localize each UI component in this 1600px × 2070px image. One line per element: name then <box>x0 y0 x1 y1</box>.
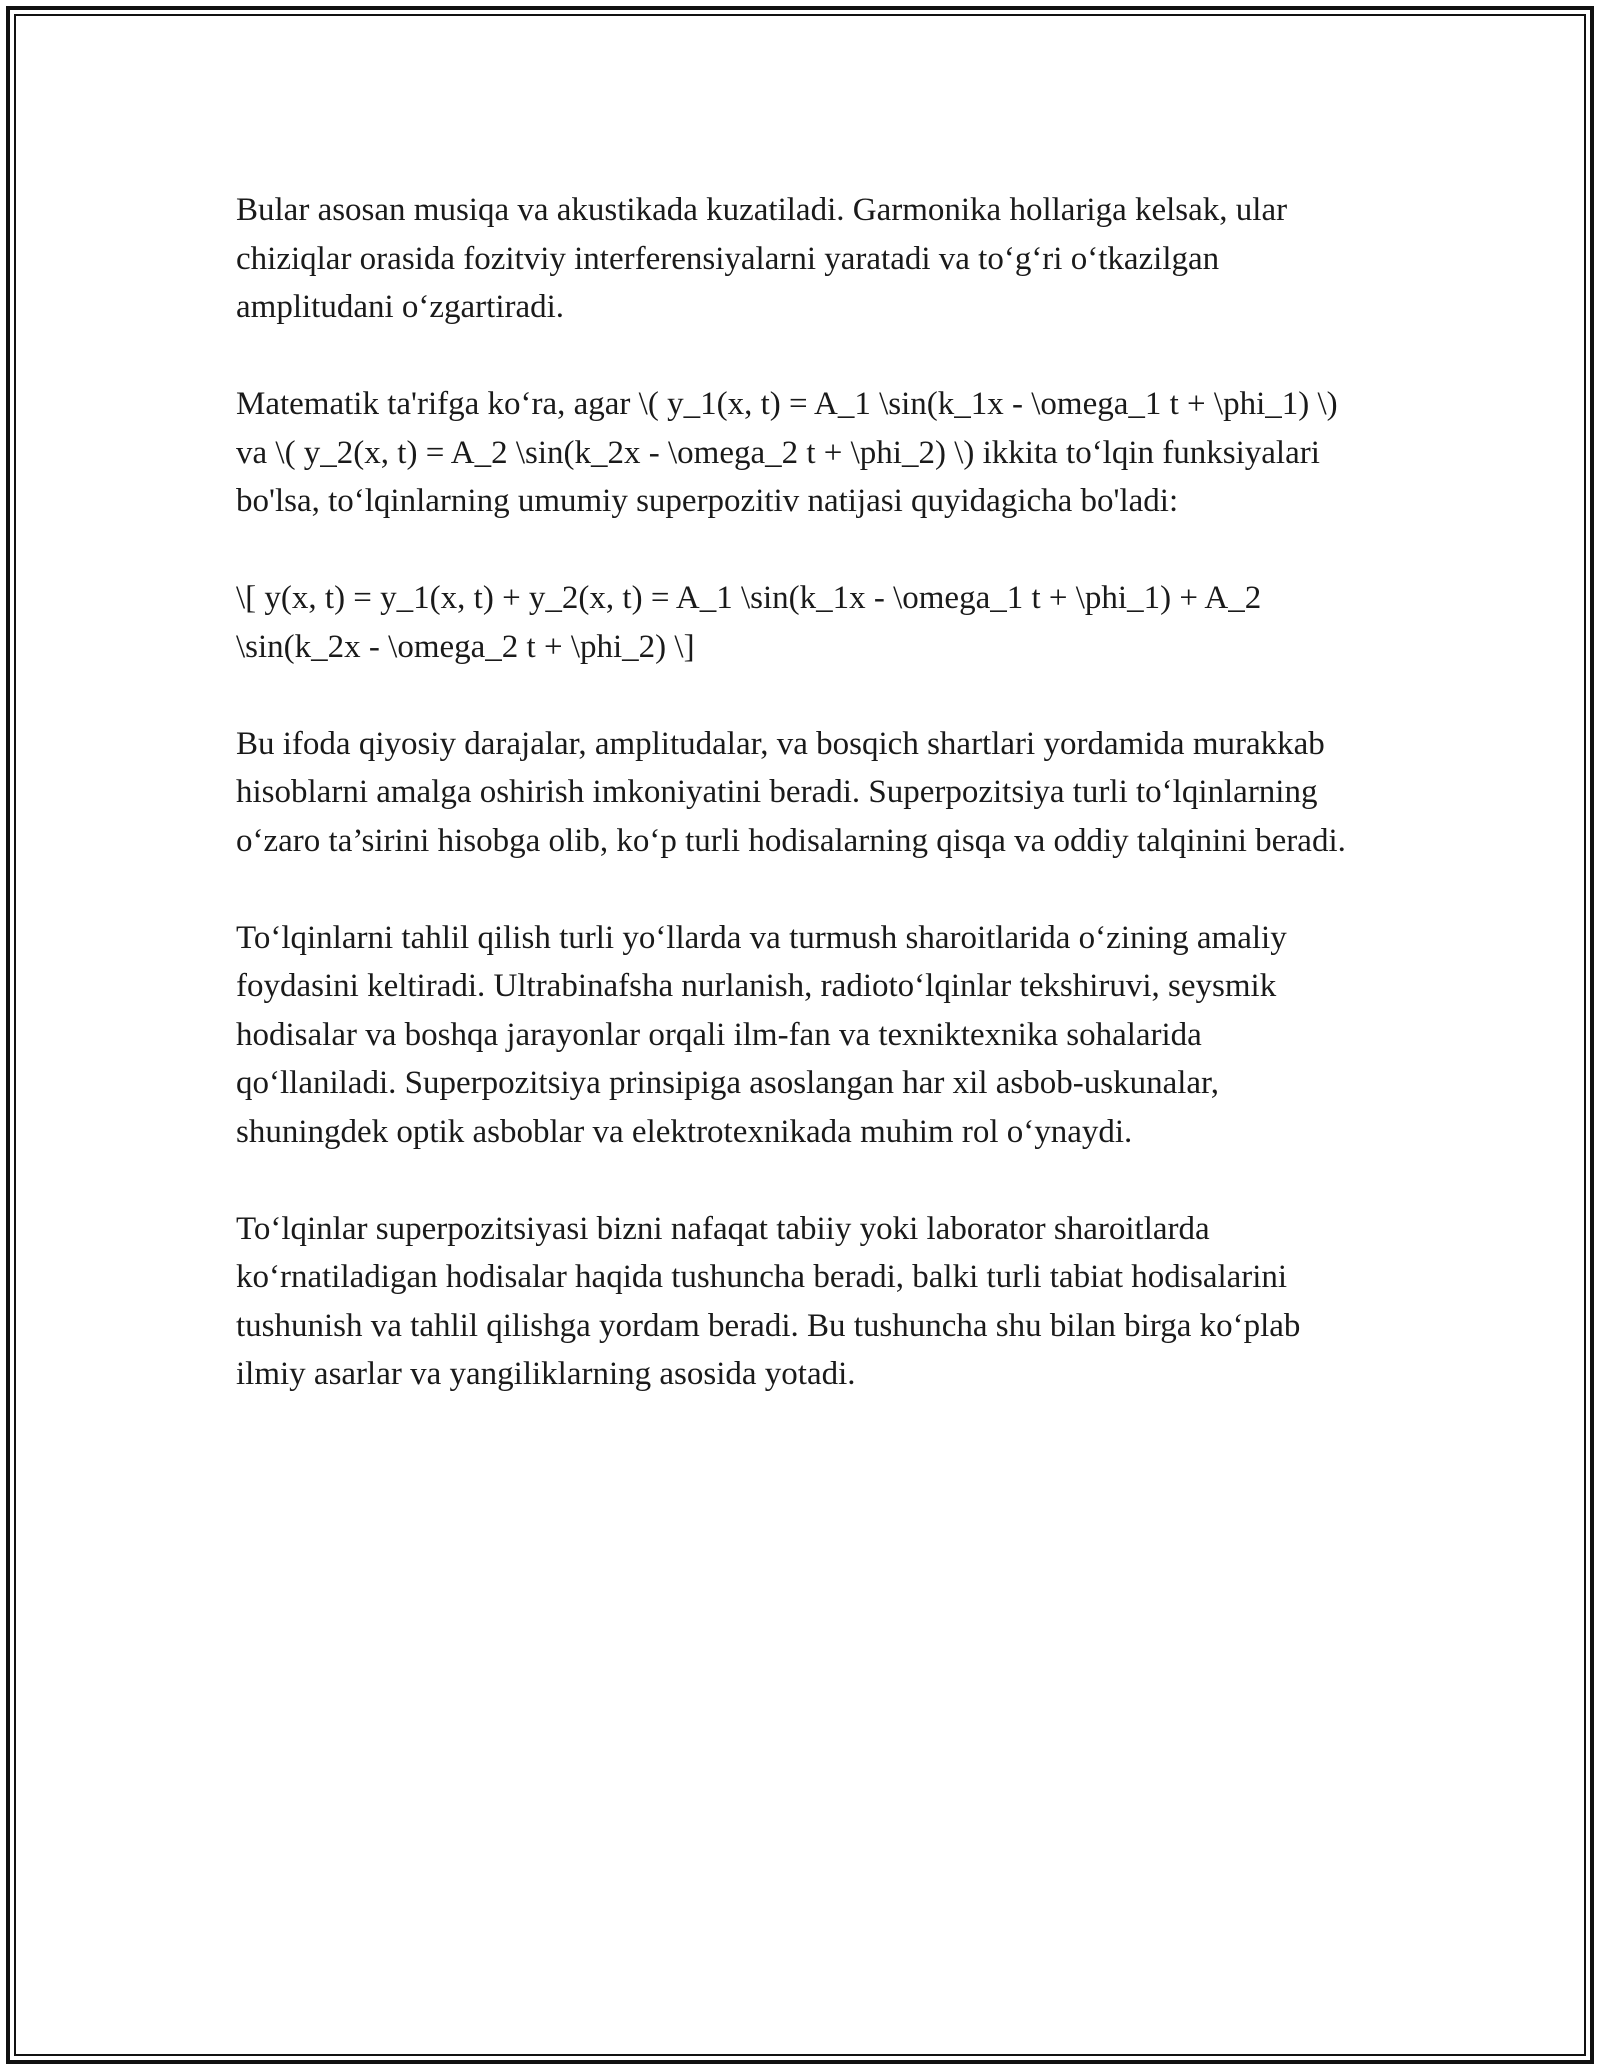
paragraph-harmonics: Bular asosan musiqa va akustikada kuzatiladi. Garmonika hollariga kelsak, ular chiziqlar orasida fozitviy interferensiyalarni yaratadi va to‘g‘ri o‘tkazilgan amplitudani o‘zgartiradi. <box>236 192 1288 325</box>
document-body <box>236 186 1366 1447</box>
paragraph-formula-explanation: Bu ifoda qiyosiy darajalar, amplitudalar, va bosqich shartlari yordamida murakkab hisoblarni amalga oshirish imkoniyatini beradi. Superpozitsiya turli to‘lqinlarning o‘zaro ta’sirini hisobga olib, ko‘p turli hodisalarning qisqa va oddiy talqinini beradi. <box>236 725 1346 859</box>
paragraph-conclusion: To‘lqinlar superpozitsiyasi bizni nafaqat tabiiy yoki laborator sharoitlarda ko‘rnatiladigan hodisalar haqida tushuncha beradi, balki turli tabiat hodisalarini tushunish va tahlil qilishga yordam beradi. Bu tushuncha shu bilan birga ko‘plab ilmiy asarlar va yangiliklarning asosida yotadi. <box>236 1210 1301 1392</box>
paragraph-superposition-formula: \[ y(x, t) = y_1(x, t) + y_2(x, t) = A_1 \sin(k_1x - \omega_1 t + \phi_1) + A_2 \sin(k_2x - \omega_2 t + \phi_2) \] <box>236 580 1262 665</box>
paragraph-math-definition: Matematik ta'rifga ko‘ra, agar \( y_1(x, t) = A_1 \sin(k_1x - \omega_1 t + \phi_1) \) va \( y_2(x, t) = A_2 \sin(k_2x - \omega_2 t + \phi_2) \) ikkita to‘lqin funksiyalari bo'lsa, to‘lqinlarning umumiy superpozitiv natijasi quyidagicha bo'ladi: <box>236 386 1338 519</box>
paragraph-practical-applications: To‘lqinlarni tahlil qilish turli yo‘llarda va turmush sharoitlarida o‘zining amaliy foydasini keltiradi. Ultrabinafsha nurlanish, radioto‘lqinlar tekshiruvi, seysmik hodisalar va boshqa jarayonlar orqali ilm-fan va texniktexnika sohalarida qo‘llaniladi. Superpozitsiya prinsipiga asoslangan har xil asbob-uskunalar, shuningdek optik asboblar va elektrotexnikada muhim rol o‘ynaydi. <box>236 919 1287 1150</box>
